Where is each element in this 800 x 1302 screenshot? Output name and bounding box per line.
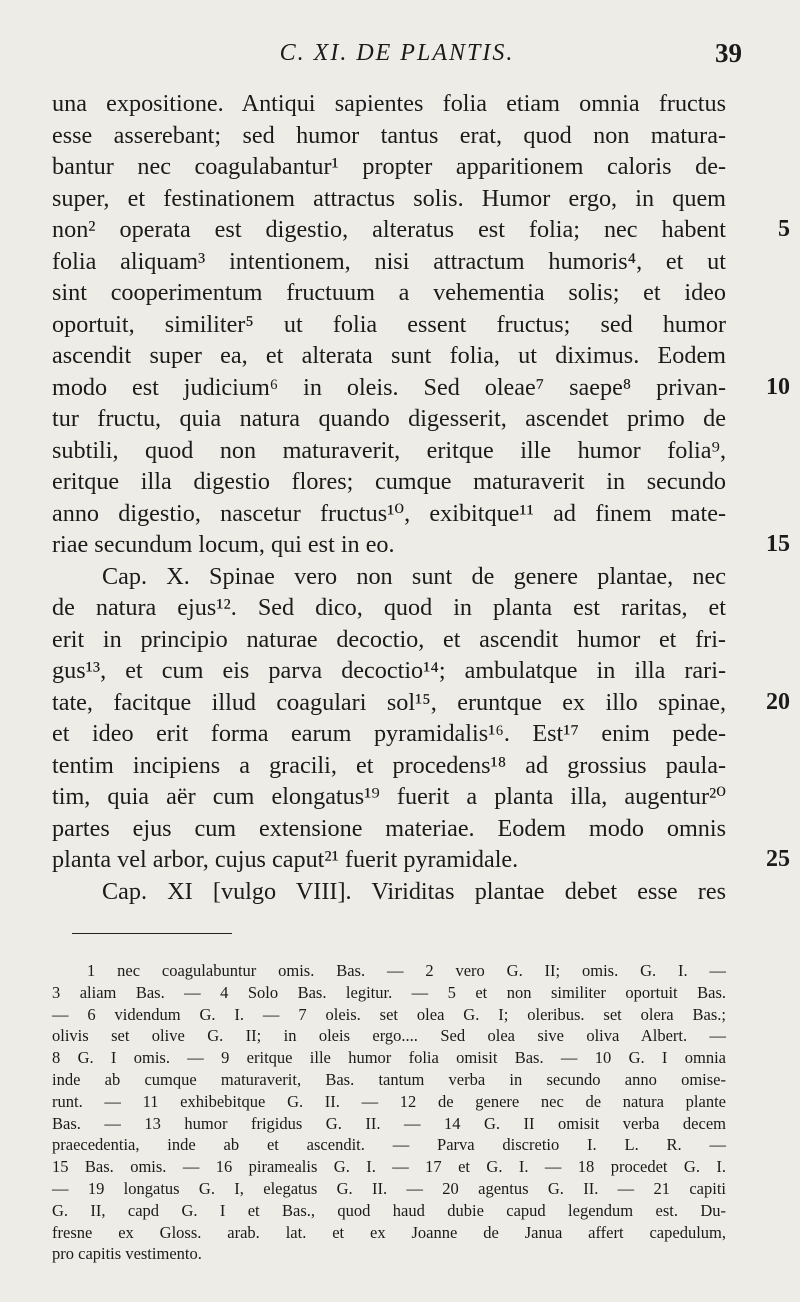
text-line [52,498,726,530]
text-line-content: tentim incipiens a gracili, et procedens¹⁸ ad grossius paula- [52,751,726,779]
text-line [52,655,726,687]
text-line-content: folia aliquam³ intentionem, nisi attractum humoris⁴, et ut [52,247,726,275]
text-line [52,340,726,372]
footnote-line: inde ab cumque maturaverit, Bas. tantum verba in secundo anno omise- [52,1069,726,1089]
text-line [52,435,726,467]
text-line-content: gus¹³, et cum eis parva decoctio¹⁴; ambulatque in illa rari- [52,657,726,684]
text-line [52,844,790,876]
footnote-line: G. II, capd G. I et Bas., quod haud dubie capud legendum est. Du- [52,1200,726,1220]
text-line [52,309,726,341]
text-line [52,120,726,152]
footnote-line: 1 nec coagulabuntur omis. Bas. — 2 vero G. II; omis. G. I. — [87,961,726,980]
line-number: 15 [766,531,790,557]
text-line-content: sint cooperimentum fructuum a vehementia solis; et ideo [52,279,726,306]
footnote-line: — 19 longatus G. I, elegatus G. II. — 20 agentus G. II. — 21 capiti [52,1178,726,1198]
footnote-line: fresne ex Gloss. arab. lat. et ex Joanne de Janua affert capedulum, [52,1222,726,1242]
text-line [52,151,726,183]
text-line-content: oportuit, similiter⁵ ut folia essent fructus; sed humor [52,310,726,338]
text-line-content: Cap. X. Spinae vero non sunt de genere plantae, nec [102,562,726,590]
line-number: 10 [766,373,790,400]
page-number: 39 [715,38,742,68]
footnote-line: runt. — 11 exhibebitque G. II. — 12 de genere nec de natura plante [52,1091,726,1111]
text-line [52,592,726,624]
text-line [52,529,790,561]
text-line-content: una expositione. Antiqui sapientes folia etiam omnia fructus [52,90,726,117]
text-line [52,88,726,120]
running-title: C. XI. DE PLANTIS. [279,40,515,66]
text-line-content: de natura ejus¹². Sed dico, quod in planta est raritas, et [52,594,726,621]
footnotes [52,960,726,1265]
text-line-content: riae secundum locum, qui est in eo. [52,531,395,558]
text-line-content: Cap. XI [vulgo VIII]. Viriditas plantae debet esse res [102,877,726,905]
text-line-content: erit in principio naturae decoctio, et ascendit humor et fri- [52,625,726,653]
text-line [52,214,790,246]
text-line [52,466,726,498]
text-line [52,750,726,782]
page-header [52,38,742,72]
text-line-content: et ideo erit forma earum pyramidalis¹⁶. Est¹⁷ enim pede- [52,720,726,747]
text-line-content: super, et festinationem attractus solis. Humor ergo, in quem [52,184,726,212]
footnote-line: olivis set olive G. II; in oleis ergo.... Sed olea sive oliva Albert. — [52,1026,726,1046]
main-text [52,88,790,907]
text-line-content: tim, quia aër cum elongatus¹⁹ fuerit a planta illa, augentur²⁰ [52,783,726,810]
text-line-content: partes ejus cum extensione materiae. Eodem modo omnis [52,814,726,842]
text-line [52,813,726,845]
footnote-line: praecedentia, inde ab et ascendit. — Parva discretio I. L. R. — [52,1135,726,1155]
footnote-line: — 6 videndum G. I. — 7 oleis. set olea G. I; oleribus. set olera Bas.; [52,1004,726,1024]
text-line [52,561,726,593]
text-line [52,781,726,813]
text-line [52,277,726,309]
text-line-content: anno digestio, nascetur fructus¹⁰, exibitque¹¹ ad finem mate- [52,499,726,527]
text-line [52,246,726,278]
line-number: 25 [766,846,790,872]
footnote-line: 8 G. I omis. — 9 eritque ille humor folia omisit Bas. — 10 G. I omnia [52,1048,726,1068]
text-line-content: planta vel arbor, cujus caput²¹ fuerit pyramidale. [52,846,519,873]
footnote-line: Bas. — 13 humor frigidus G. II. — 14 G. II omisit verba decem [52,1113,726,1133]
footnote-line: pro capitis vestimento. [52,1244,202,1264]
text-line-content: subtili, quod non maturaverit, eritque ille humor folia⁹, [52,436,726,464]
footnote-rule [72,933,232,934]
footnote-line: 3 aliam Bas. — 4 Solo Bas. legitur. — 5 et non similiter oportuit Bas. [52,982,726,1002]
text-line-content: ascendit super ea, et alterata sunt folia, ut diximus. Eodem [52,342,726,369]
text-line-content: bantur nec coagulabantur¹ propter apparitionem caloris de- [52,153,726,180]
text-line-content: esse asserebant; sed humor tantus erat, quod non matura- [52,121,726,149]
text-line-content: tate, facitque illud coagulari sol¹⁵, eruntque ex illo spinae, [52,688,726,716]
text-line [52,624,726,656]
text-line [52,403,726,435]
line-number: 5 [778,216,790,242]
line-number: 20 [766,688,790,715]
text-line-content: eritque illa digestio flores; cumque maturaverit in secundo [52,468,726,495]
text-line [52,718,726,750]
text-line [52,183,726,215]
text-line [52,876,726,908]
text-line [52,687,790,719]
text-line [52,372,790,404]
footnote-line: 15 Bas. omis. — 16 piramealis G. I. — 17 et G. I. — 18 procedet G. I. [52,1157,726,1177]
text-line-content: non² operata est digestio, alteratus est folia; nec habent [52,216,726,243]
text-line-content: tur fructu, quia natura quando digesserit, ascendet primo de [52,405,726,432]
text-line-content: modo est judicium⁶ in oleis. Sed oleae⁷ saepe⁸ privan- [52,373,726,401]
